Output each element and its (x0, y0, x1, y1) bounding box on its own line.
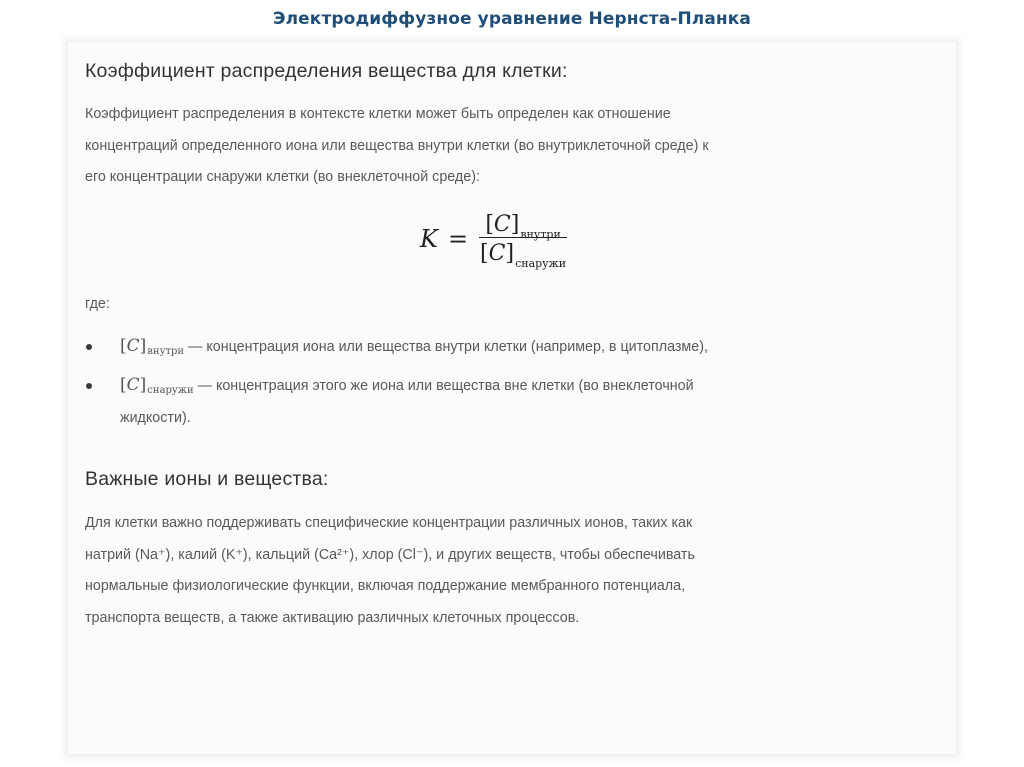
paragraph-line: нормальные физиологические функции, включая поддержание мембранного потенциала, (85, 578, 686, 594)
bullet-text: — концентрация иона или вещества внутри клетки (например, в цитоплазме), (188, 339, 708, 355)
bullet-text: — концентрация этого же иона или вещества вне клетки (во внеклеточной (197, 378, 694, 394)
formula-fraction (478, 212, 568, 270)
bullet-text-continuation: жидкости). (120, 410, 191, 426)
paragraph-line: Для клетки важно поддерживать специфические концентрации различных ионов, таких как (85, 515, 693, 531)
section-heading-ions: Важные ионы и вещества: (85, 468, 329, 490)
bullet-dot (86, 383, 92, 389)
bullet-dot (86, 344, 92, 350)
section-heading-coefficient: Коэффициент распределения вещества для клетки: (85, 60, 568, 82)
paragraph-line: натрий (Na⁺), калий (K⁺), кальций (Ca²⁺), хлор (Cl⁻), и других веществ, чтобы обеспечивать (85, 546, 695, 563)
inline-formula: [C]внутри (120, 336, 185, 357)
formula-var: C (488, 241, 506, 266)
formula-denominator-sub: снаружи (515, 257, 567, 270)
paragraph-line: транспорта веществ, а также активацию различных клеточных процессов. (85, 609, 580, 626)
formula-denominator: [ C ] снаружи (480, 241, 567, 270)
formula-lhs: K (420, 225, 438, 253)
formula-var: C (126, 336, 140, 356)
paragraph-line: Коэффициент распределения в контексте клетки может быть определен как отношение (85, 106, 671, 122)
section-paragraph-ions (85, 508, 885, 634)
section-paragraph-coefficient (85, 99, 885, 194)
formula-equals: = (447, 225, 469, 253)
inline-formula-sub: внутри (147, 346, 185, 357)
paragraph-line: его концентрации снаружи клетки (во внеклеточной среде): (85, 169, 480, 185)
formula-var: C (126, 375, 140, 395)
formula-numerator-sub: внутри (520, 228, 561, 241)
where-label: где: (85, 296, 110, 312)
inline-formula-sub: снаружи (147, 385, 194, 396)
distribution-coefficient-formula (420, 204, 568, 274)
formula-var: C (493, 212, 511, 237)
formula-numerator: [ C ] внутри (485, 212, 561, 241)
slide-title: Электродиффузное уравнение Нернста-Планка (273, 9, 751, 29)
inline-formula: [C]снаружи (120, 375, 194, 396)
paragraph-line: концентраций определенного иона или вещества внутри клетки (во внутриклеточной среде) к (85, 137, 709, 154)
